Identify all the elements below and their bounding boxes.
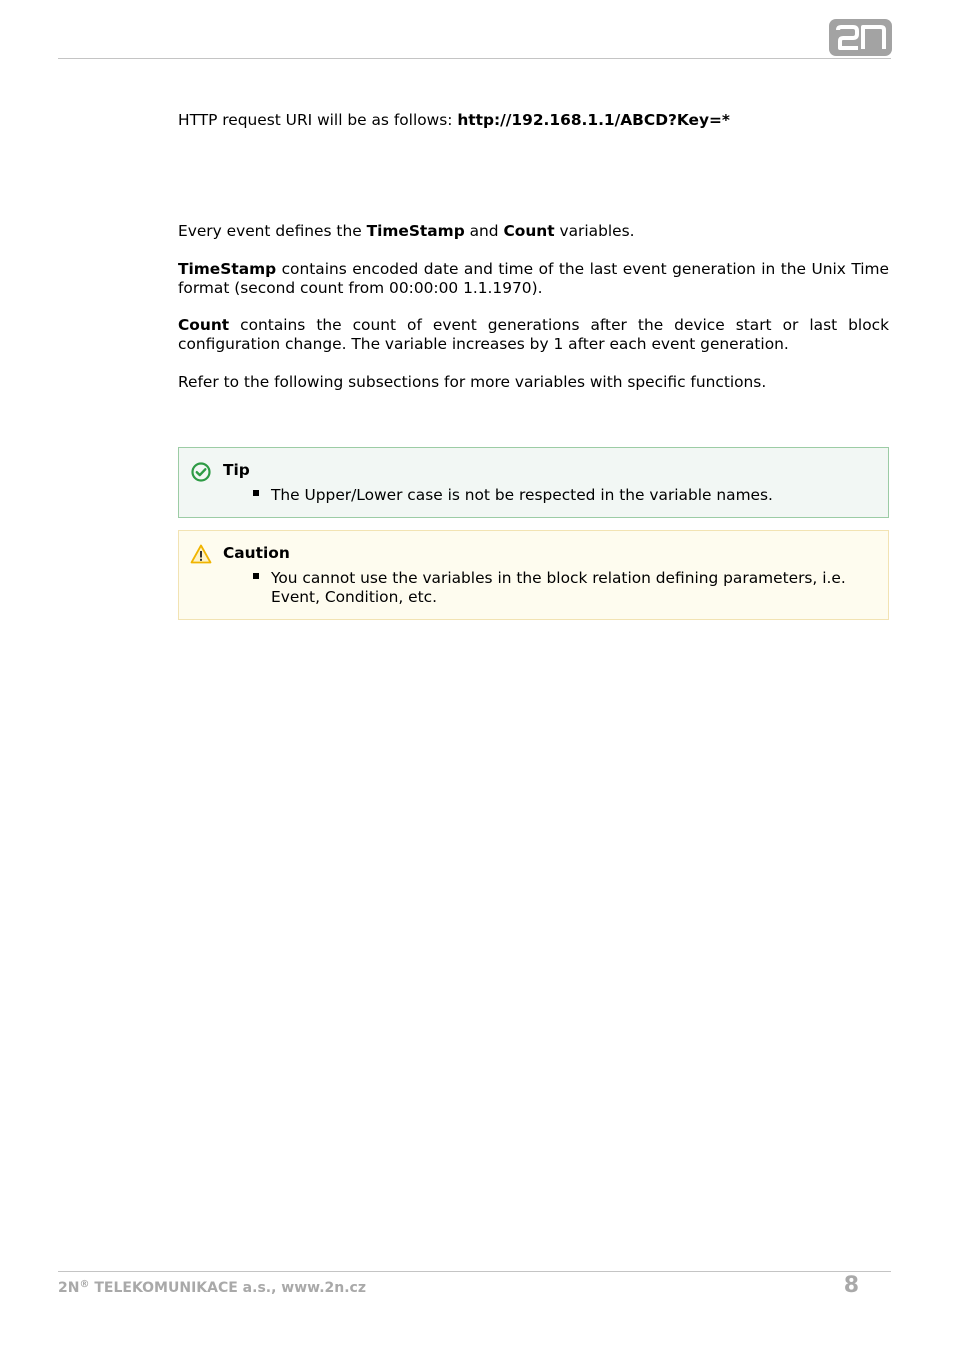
bullet bbox=[253, 573, 259, 579]
tip-item: The Upper/Lower case is not be respected in the variable names. bbox=[271, 486, 773, 504]
bullet bbox=[253, 490, 259, 496]
uri-paragraph: HTTP request URI will be as follows: http://192.168.1.1/ABCD?Key=* bbox=[178, 111, 730, 129]
warning-icon bbox=[190, 543, 212, 569]
timestamp-term: TimeStamp bbox=[178, 260, 277, 278]
caution-title: Caution bbox=[223, 544, 290, 562]
caution-box bbox=[178, 530, 889, 620]
page-number: 8 bbox=[843, 1273, 859, 1298]
footer-divider bbox=[58, 1271, 891, 1272]
header-divider bbox=[58, 58, 891, 59]
footer-company: 2N® TELEKOMUNIKACE a.s., www.2n.cz bbox=[58, 1279, 366, 1296]
tip-box bbox=[178, 447, 889, 518]
check-circle-icon bbox=[190, 461, 212, 487]
refer-paragraph: Refer to the following subsections for more variables with specific functions. bbox=[178, 373, 767, 391]
count-term: Count bbox=[178, 316, 230, 334]
2n-logo bbox=[829, 19, 892, 56]
caution-item: You cannot use the variables in the block relation defining parameters, i.e. Event, Condition, etc. bbox=[271, 569, 846, 606]
event-paragraph: Every event defines the TimeStamp and Count variables. bbox=[178, 222, 635, 240]
timestamp-paragraph: TimeStamp contains encoded date and time of the last event generation in the Unix Time format (second count from 00:00:00 1.1.1970). bbox=[178, 260, 889, 297]
uri-value: http://192.168.1.1/ABCD?Key=* bbox=[457, 111, 730, 129]
count-paragraph: Count contains the count of event generations after the device start or last block configuration change. The variable increases by 1 after each event generation. bbox=[178, 316, 889, 353]
tip-title: Tip bbox=[223, 461, 250, 479]
